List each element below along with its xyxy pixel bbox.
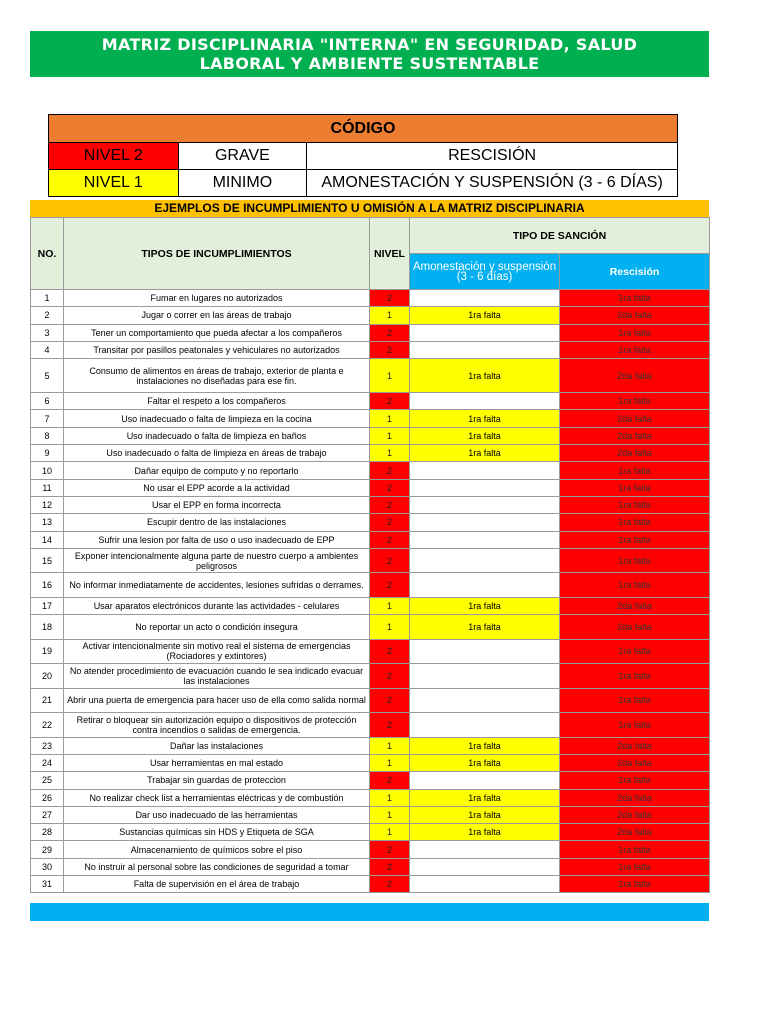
row-rescision: 1ra falta bbox=[560, 462, 710, 479]
row-amonestacion bbox=[410, 393, 560, 410]
row-amonestacion bbox=[410, 772, 560, 789]
table-row bbox=[31, 479, 710, 496]
row-number: 16 bbox=[31, 573, 64, 598]
table-row bbox=[31, 462, 710, 479]
row-amonestacion bbox=[410, 858, 560, 875]
row-number: 5 bbox=[31, 359, 64, 393]
legend-severity-2: GRAVE bbox=[178, 143, 307, 170]
row-level: 1 bbox=[370, 737, 410, 754]
row-amonestacion: 1ra falta bbox=[410, 754, 560, 771]
legend-sanction-1: AMONESTACIÓN Y SUSPENSIÓN (3 - 6 DÍAS) bbox=[307, 170, 678, 197]
table-row bbox=[31, 514, 710, 531]
row-rescision: 2da falta bbox=[560, 307, 710, 324]
table-row bbox=[31, 639, 710, 664]
row-number: 2 bbox=[31, 307, 64, 324]
row-amonestacion bbox=[410, 290, 560, 307]
row-amonestacion: 1ra falta bbox=[410, 789, 560, 806]
row-level: 1 bbox=[370, 410, 410, 427]
row-rescision: 2da falta bbox=[560, 737, 710, 754]
row-rescision: 1ra falta bbox=[560, 393, 710, 410]
row-level: 2 bbox=[370, 479, 410, 496]
header-nivel: NIVEL bbox=[370, 218, 410, 290]
row-level: 1 bbox=[370, 824, 410, 841]
row-description: Fumar en lugares no autorizados bbox=[64, 290, 370, 307]
row-number: 9 bbox=[31, 445, 64, 462]
title-line-2: LABORAL Y AMBIENTE SUSTENTABLE bbox=[199, 54, 540, 73]
row-number: 28 bbox=[31, 824, 64, 841]
document-title bbox=[30, 31, 709, 77]
code-legend bbox=[48, 114, 678, 197]
table-row bbox=[31, 573, 710, 598]
row-number: 27 bbox=[31, 806, 64, 823]
row-number: 3 bbox=[31, 324, 64, 341]
row-level: 2 bbox=[370, 876, 410, 893]
row-rescision: 1ra falta bbox=[560, 858, 710, 875]
row-number: 15 bbox=[31, 548, 64, 573]
row-rescision: 1ra falta bbox=[560, 841, 710, 858]
row-description: Uso inadecuado o falta de limpieza en baños bbox=[64, 427, 370, 444]
row-rescision: 1ra falta bbox=[560, 290, 710, 307]
row-level: 2 bbox=[370, 639, 410, 664]
row-description: No usar el EPP acorde a la actividad bbox=[64, 479, 370, 496]
row-level: 2 bbox=[370, 393, 410, 410]
table-row bbox=[31, 858, 710, 875]
row-description: Tener un comportamiento que pueda afectar a los compañeros bbox=[64, 324, 370, 341]
table-row bbox=[31, 688, 710, 713]
row-amonestacion: 1ra falta bbox=[410, 427, 560, 444]
table-row bbox=[31, 496, 710, 513]
table-row bbox=[31, 393, 710, 410]
row-level: 2 bbox=[370, 341, 410, 358]
row-amonestacion: 1ra falta bbox=[410, 806, 560, 823]
row-amonestacion: 1ra falta bbox=[410, 410, 560, 427]
row-level: 1 bbox=[370, 597, 410, 614]
row-description: No instruir al personal sobre las condiciones de seguridad a tomar bbox=[64, 858, 370, 875]
row-rescision: 1ra falta bbox=[560, 688, 710, 713]
row-description: Retirar o bloquear sin autorización equipo o dispositivos de protección contra incendios o salidas de emergencia. bbox=[64, 713, 370, 738]
row-number: 8 bbox=[31, 427, 64, 444]
row-level: 2 bbox=[370, 290, 410, 307]
row-description: Falta de supervisión en el área de trabajo bbox=[64, 876, 370, 893]
header-tipo-sancion: TIPO DE SANCIÓN bbox=[410, 218, 710, 254]
row-level: 2 bbox=[370, 713, 410, 738]
row-number: 25 bbox=[31, 772, 64, 789]
row-rescision: 1ra falta bbox=[560, 573, 710, 598]
table-row bbox=[31, 341, 710, 358]
row-number: 1 bbox=[31, 290, 64, 307]
table-row bbox=[31, 664, 710, 689]
row-rescision: 2da falta bbox=[560, 410, 710, 427]
row-description: Dar uso inadecuado de las herramientas bbox=[64, 806, 370, 823]
legend-severity-1: MINIMO bbox=[178, 170, 307, 197]
row-description: Escupir dentro de las instalaciones bbox=[64, 514, 370, 531]
examples-band: EJEMPLOS DE INCUMPLIMIENTO U OMISIÓN A LA MATRIZ DISCIPLINARIA bbox=[30, 200, 709, 217]
row-description: Usar herramientas en mal estado bbox=[64, 754, 370, 771]
row-rescision: 2da falta bbox=[560, 806, 710, 823]
row-rescision: 1ra falta bbox=[560, 531, 710, 548]
row-level: 1 bbox=[370, 789, 410, 806]
row-amonestacion: 1ra falta bbox=[410, 597, 560, 614]
incumplimientos-table bbox=[30, 217, 710, 893]
row-description: Almacenamiento de químicos sobre el piso bbox=[64, 841, 370, 858]
row-amonestacion bbox=[410, 341, 560, 358]
row-number: 13 bbox=[31, 514, 64, 531]
row-rescision: 1ra falta bbox=[560, 324, 710, 341]
row-level: 2 bbox=[370, 548, 410, 573]
row-level: 1 bbox=[370, 445, 410, 462]
row-amonestacion bbox=[410, 531, 560, 548]
row-rescision: 1ra falta bbox=[560, 341, 710, 358]
legend-level-1: NIVEL 1 bbox=[49, 170, 179, 197]
row-level: 2 bbox=[370, 462, 410, 479]
row-level: 1 bbox=[370, 307, 410, 324]
table-row bbox=[31, 548, 710, 573]
row-rescision: 2da falta bbox=[560, 427, 710, 444]
row-number: 19 bbox=[31, 639, 64, 664]
row-number: 21 bbox=[31, 688, 64, 713]
row-number: 7 bbox=[31, 410, 64, 427]
row-number: 23 bbox=[31, 737, 64, 754]
row-amonestacion bbox=[410, 841, 560, 858]
row-level: 1 bbox=[370, 615, 410, 640]
table-row bbox=[31, 824, 710, 841]
row-amonestacion bbox=[410, 462, 560, 479]
row-number: 18 bbox=[31, 615, 64, 640]
row-level: 2 bbox=[370, 772, 410, 789]
row-amonestacion bbox=[410, 664, 560, 689]
row-rescision: 1ra falta bbox=[560, 496, 710, 513]
row-description: Usar el EPP en forma incorrecta bbox=[64, 496, 370, 513]
row-rescision: 2da falta bbox=[560, 754, 710, 771]
row-number: 14 bbox=[31, 531, 64, 548]
table-row bbox=[31, 754, 710, 771]
row-rescision: 1ra falta bbox=[560, 639, 710, 664]
row-amonestacion bbox=[410, 324, 560, 341]
table-row bbox=[31, 445, 710, 462]
row-level: 1 bbox=[370, 806, 410, 823]
header-no: NO. bbox=[31, 218, 64, 290]
table-row bbox=[31, 806, 710, 823]
row-level: 1 bbox=[370, 427, 410, 444]
row-description: Faltar el respeto a los compañeros bbox=[64, 393, 370, 410]
row-amonestacion bbox=[410, 573, 560, 598]
table-row bbox=[31, 290, 710, 307]
row-number: 6 bbox=[31, 393, 64, 410]
row-number: 24 bbox=[31, 754, 64, 771]
row-level: 1 bbox=[370, 359, 410, 393]
row-rescision: 2da falta bbox=[560, 615, 710, 640]
header-rescision: Rescisión bbox=[560, 254, 710, 290]
row-description: No informar inmediatamente de accidentes, lesiones sufridas o derrames. bbox=[64, 573, 370, 598]
row-amonestacion: 1ra falta bbox=[410, 737, 560, 754]
table-row bbox=[31, 615, 710, 640]
row-level: 2 bbox=[370, 841, 410, 858]
row-amonestacion bbox=[410, 479, 560, 496]
table-row bbox=[31, 359, 710, 393]
row-number: 31 bbox=[31, 876, 64, 893]
table-row bbox=[31, 410, 710, 427]
row-number: 22 bbox=[31, 713, 64, 738]
row-rescision: 2da falta bbox=[560, 824, 710, 841]
row-amonestacion: 1ra falta bbox=[410, 359, 560, 393]
row-number: 4 bbox=[31, 341, 64, 358]
row-description: Abrir una puerta de emergencia para hacer uso de ella como salida normal bbox=[64, 688, 370, 713]
row-rescision: 1ra falta bbox=[560, 479, 710, 496]
header-tipos: TIPOS DE INCUMPLIMIENTOS bbox=[64, 218, 370, 290]
table-row bbox=[31, 789, 710, 806]
row-rescision: 2da falta bbox=[560, 445, 710, 462]
row-description: Transitar por pasillos peatonales y vehiculares no autorizados bbox=[64, 341, 370, 358]
row-level: 2 bbox=[370, 688, 410, 713]
row-number: 30 bbox=[31, 858, 64, 875]
table-row bbox=[31, 737, 710, 754]
row-number: 12 bbox=[31, 496, 64, 513]
row-rescision: 2da falta bbox=[560, 789, 710, 806]
title-line-1: MATRIZ DISCIPLINARIA "INTERNA" EN SEGURIDAD, SALUD bbox=[101, 35, 638, 54]
row-description: No realizar check list a herramientas eléctricas y de combustión bbox=[64, 789, 370, 806]
row-description: Uso inadecuado o falta de limpieza en áreas de trabajo bbox=[64, 445, 370, 462]
row-level: 2 bbox=[370, 858, 410, 875]
row-rescision: 2da falta bbox=[560, 597, 710, 614]
row-amonestacion bbox=[410, 548, 560, 573]
row-amonestacion bbox=[410, 639, 560, 664]
row-rescision: 1ra falta bbox=[560, 772, 710, 789]
row-amonestacion bbox=[410, 496, 560, 513]
row-amonestacion: 1ra falta bbox=[410, 307, 560, 324]
row-level: 2 bbox=[370, 573, 410, 598]
row-description: No atender procedimiento de evacuación cuando le sea indicado evacuar las instalaciones bbox=[64, 664, 370, 689]
row-number: 29 bbox=[31, 841, 64, 858]
row-description: Trabajar sin guardas de proteccion bbox=[64, 772, 370, 789]
table-row bbox=[31, 772, 710, 789]
row-rescision: 1ra falta bbox=[560, 664, 710, 689]
row-level: 2 bbox=[370, 514, 410, 531]
row-rescision: 1ra falta bbox=[560, 514, 710, 531]
table-row bbox=[31, 324, 710, 341]
code-label: CÓDIGO bbox=[49, 115, 678, 143]
row-number: 17 bbox=[31, 597, 64, 614]
row-description: Sufrir una lesion por falta de uso o uso inadecuado de EPP bbox=[64, 531, 370, 548]
row-amonestacion bbox=[410, 876, 560, 893]
row-amonestacion: 1ra falta bbox=[410, 824, 560, 841]
row-number: 26 bbox=[31, 789, 64, 806]
table-row bbox=[31, 713, 710, 738]
row-description: Jugar o correr en las áreas de trabajo bbox=[64, 307, 370, 324]
row-amonestacion: 1ra falta bbox=[410, 615, 560, 640]
row-rescision: 1ra falta bbox=[560, 713, 710, 738]
footer-bar bbox=[30, 903, 709, 921]
row-rescision: 1ra falta bbox=[560, 876, 710, 893]
legend-level-2: NIVEL 2 bbox=[49, 143, 179, 170]
table-row bbox=[31, 531, 710, 548]
row-description: Activar intencionalmente sin motivo real el sistema de emergencias (Rociadores y extintores) bbox=[64, 639, 370, 664]
row-amonestacion: 1ra falta bbox=[410, 445, 560, 462]
row-level: 2 bbox=[370, 531, 410, 548]
row-number: 10 bbox=[31, 462, 64, 479]
row-rescision: 1ra falta bbox=[560, 548, 710, 573]
legend-sanction-2: RESCISIÓN bbox=[307, 143, 678, 170]
row-number: 20 bbox=[31, 664, 64, 689]
row-description: No reportar un acto o condición insegura bbox=[64, 615, 370, 640]
row-amonestacion bbox=[410, 713, 560, 738]
row-description: Exponer intencionalmente alguna parte de nuestro cuerpo a ambientes peligrosos bbox=[64, 548, 370, 573]
row-level: 1 bbox=[370, 754, 410, 771]
row-description: Usar aparatos electrónicos durante las actividades - celulares bbox=[64, 597, 370, 614]
row-level: 2 bbox=[370, 496, 410, 513]
table-row bbox=[31, 427, 710, 444]
row-number: 11 bbox=[31, 479, 64, 496]
table-row bbox=[31, 597, 710, 614]
row-level: 2 bbox=[370, 324, 410, 341]
row-description: Dañar equipo de computo y no reportarlo bbox=[64, 462, 370, 479]
row-rescision: 2da falta bbox=[560, 359, 710, 393]
row-level: 2 bbox=[370, 664, 410, 689]
row-description: Dañar las instalaciones bbox=[64, 737, 370, 754]
row-description: Sustancias químicas sin HDS y Etiqueta de SGA bbox=[64, 824, 370, 841]
row-description: Uso inadecuado o falta de limpieza en la cocina bbox=[64, 410, 370, 427]
table-row bbox=[31, 841, 710, 858]
row-description: Consumo de alimentos en áreas de trabajo, exterior de planta e instalaciones no diseñadas para ese fin. bbox=[64, 359, 370, 393]
row-amonestacion bbox=[410, 514, 560, 531]
row-amonestacion bbox=[410, 688, 560, 713]
table-row bbox=[31, 307, 710, 324]
table-row bbox=[31, 876, 710, 893]
header-amonestacion: Amonestación y suspensión (3 - 6 días) bbox=[410, 254, 560, 290]
